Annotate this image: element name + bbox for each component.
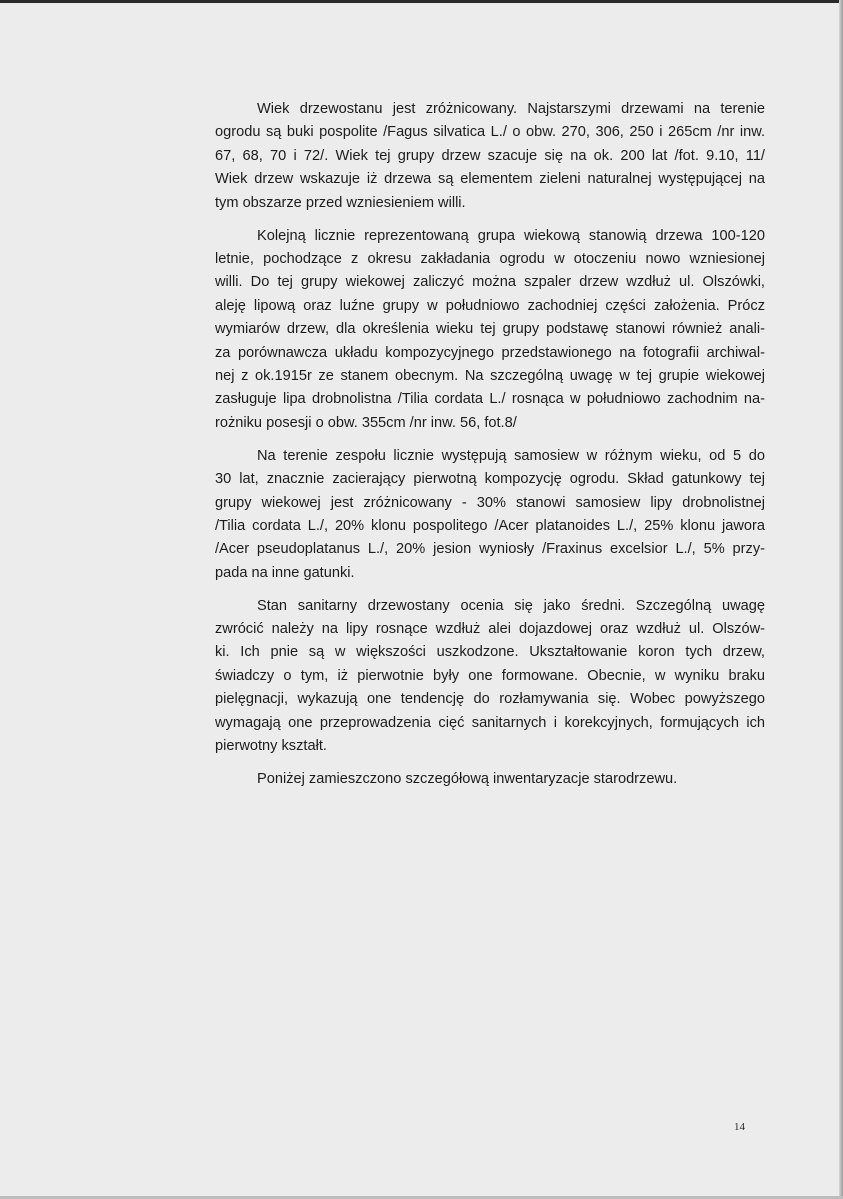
text-line: wymiarów drzew, dla określenia wieku tej grupy podstawę stanowi również anali- [215,321,765,338]
text-line: zwrócić należy na lipy rosnące wzdłuż alei dojazdowej oraz wzdłuż ul. Olszów- [215,621,765,638]
text-line: willi. Do tej grupy wiekowej zaliczyć można szpaler drzew wzdłuż ul. Olszówki, [215,274,765,291]
paragraph-age-group-100-120 [173,225,765,436]
text-line: ogrodu są buki pospolite /Fagus silvatica L./ o obw. 270, 306, 250 i 265cm /nr inw. [215,124,765,141]
text-line: Wiek drzew wskazuje iż drzewa są elementem zieleni naturalnej występującej na [215,171,765,188]
text-line: 67, 68, 70 i 72/. Wiek tej grupy drzew szacuje się na ok. 200 lat /fot. 9.10, 11/ [215,147,765,164]
text-line: grupy wiekowej jest zróżnicowany - 30% stanowi samosiew lipy drobnolistnej [215,494,765,511]
text-line: /Acer pseudoplatanus L./, 20% jesion wyniosły /Fraxinus excelsior L./, 5% przy- [215,541,765,558]
text-line: zasługuje lipa drobnolistna /Tilia cordata L./ rosnąca w południowo zachodnim na- [215,391,765,408]
page-number: 14 [734,1121,745,1133]
paragraph-self-seeding [173,445,765,585]
text-line: ki. Ich pnie są w większości uszkodzone. Ukształtowanie koron tych drzew, [215,644,765,661]
text-line: rożniku posesji o obw. 355cm /nr inw. 56, fot.8/ [215,414,517,431]
text-line: letnie, pochodzące z okresu zakładania ogrodu w otoczeniu nowo wzniesionej [215,250,765,267]
text-line: Stan sanitarny drzewostany ocenia się jako średni. Szczególną uwagę [257,597,765,614]
scan-edge-top [0,0,843,3]
text-line: Wiek drzewostanu jest zróżnicowany. Najstarszymi drzewami na terenie [257,101,765,117]
scan-edge-right [839,0,843,1199]
paragraph-inventory-note [173,768,765,791]
text-line: za porównawcza układu kompozycyjnego przedstawionego na fotografii archiwal- [215,344,765,361]
text-line: aleję lipową oraz luźne grupy w południowo zachodniej części założenia. Prócz [215,297,765,314]
text-line: tym obszarze przed wzniesieniem willi. [215,194,466,211]
text-line: Na terenie zespołu licznie występują samosiew w różnym wieku, od 5 do [257,447,765,464]
text-line: /Tilia cordata L./, 20% klonu pospolitego /Acer platanoides L./, 25% klonu jawora [215,517,765,534]
body-text [173,98,765,801]
text-line: nej z ok.1915r ze stanem obecnym. Na szczególną uwagę w tej grupie wiekowej [215,367,765,384]
text-line: pada na inne gatunki. [215,564,355,581]
text-line: Kolejną licznie reprezentowaną grupa wiekową stanowią drzewa 100-120 [257,227,765,244]
text-line: pierwotny kształt. [215,738,327,755]
text-line: Poniżej zamieszczono szczegółową inwentaryzacje starodrzewu. [257,770,678,787]
text-line: pielęgnacji, wykazują one tendencję do rozłamywania się. Wobec powyższego [215,691,765,708]
paragraph-sanitary-state [173,595,765,759]
text-line: wymagają one przeprowadzenia cięć sanitarnych i korekcyjnych, formujących ich [215,714,765,731]
text-line: świadczy o tym, iż pierwotnie były one formowane. Obecnie, w wyniku braku [215,667,765,684]
text-line: 30 lat, znacznie zacierający pierwotną kompozycję ogrodu. Skład gatunkowy tej [215,471,765,488]
paragraph-tree-age [173,98,765,215]
